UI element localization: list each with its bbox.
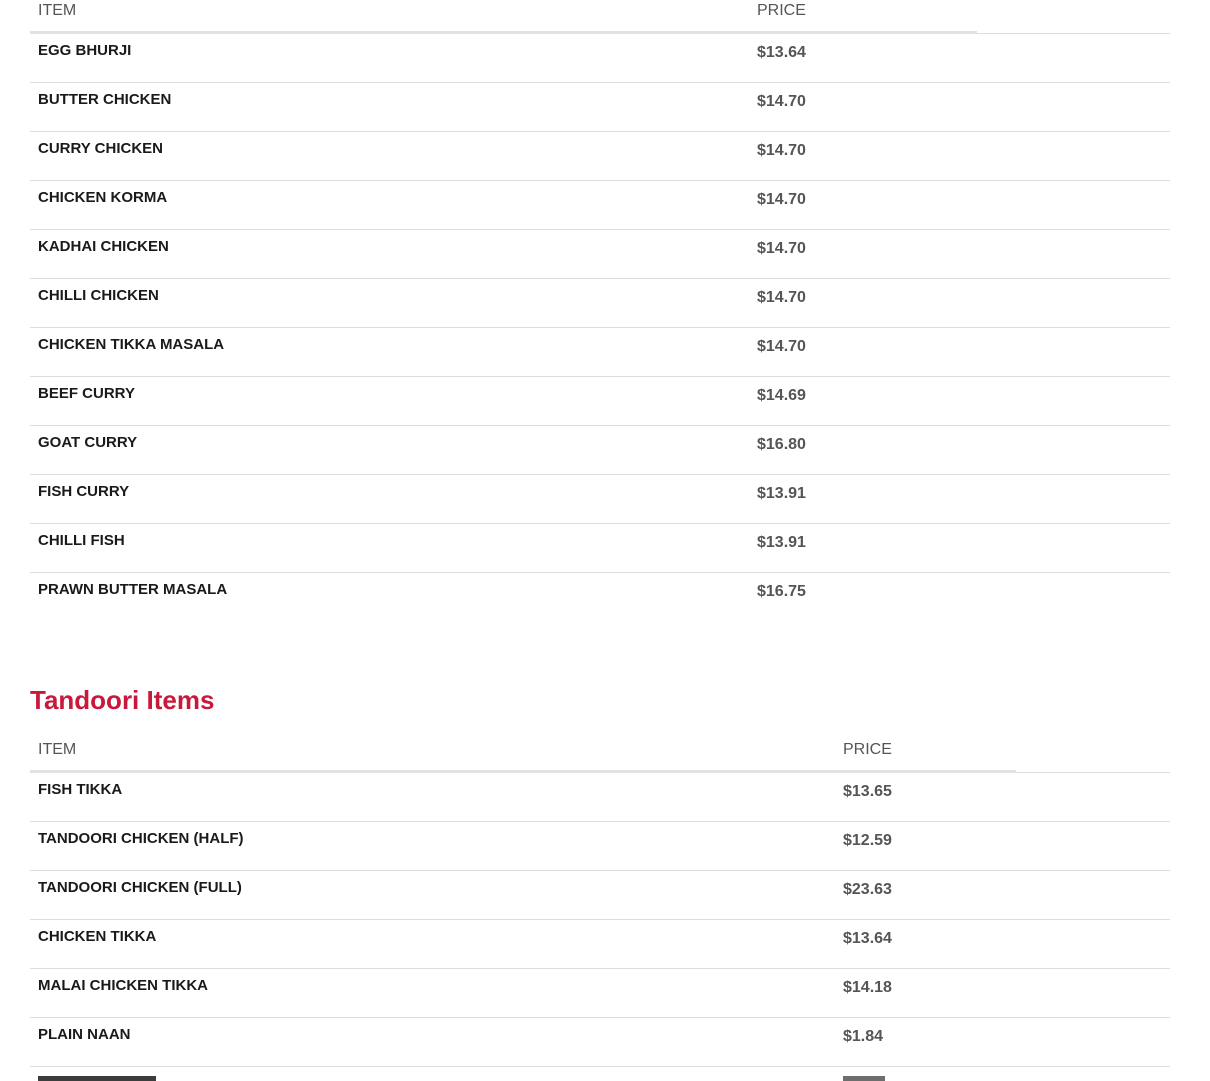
item-name: PLAIN NAAN <box>38 1026 131 1043</box>
price-cell <box>749 230 1170 279</box>
price-cell <box>835 773 1170 822</box>
price-cell <box>749 475 1170 524</box>
price-cell <box>749 573 1170 622</box>
header-underline <box>30 31 749 34</box>
item-price: $14.70 <box>757 191 806 208</box>
column-header-item-label: ITEM <box>38 741 77 758</box>
table-row <box>30 969 1170 1018</box>
item-price: $14.70 <box>757 142 806 159</box>
item-cell <box>30 328 749 377</box>
table-header-row <box>30 739 1170 773</box>
item-price: $13.64 <box>843 930 892 947</box>
price-cell <box>749 328 1170 377</box>
column-header-item <box>30 739 835 773</box>
item-name: GOAT CURRY <box>38 434 138 451</box>
item-price: $14.70 <box>757 338 806 355</box>
item-price: $1.84 <box>843 1028 884 1045</box>
item-cell <box>30 181 749 230</box>
table-row <box>30 426 1170 475</box>
column-header-item-label: ITEM <box>38 2 77 19</box>
item-cell <box>30 920 835 969</box>
curry-menu-section <box>30 0 1170 621</box>
table-row <box>30 34 1170 83</box>
table-row <box>30 822 1170 871</box>
price-cell <box>835 1018 1170 1067</box>
item-cell <box>30 822 835 871</box>
item-name: FISH TIKKA <box>38 781 123 798</box>
item-cell <box>30 475 749 524</box>
table-row <box>30 279 1170 328</box>
table-row-partial <box>30 1071 1170 1081</box>
table-row <box>30 83 1170 132</box>
table-row <box>30 328 1170 377</box>
price-cell <box>749 524 1170 573</box>
item-price: $14.70 <box>757 93 806 110</box>
item-name: CHILLI CHICKEN <box>38 287 159 304</box>
item-name: FISH CURRY <box>38 483 130 500</box>
table-row <box>30 920 1170 969</box>
item-cell <box>30 377 749 426</box>
table-row <box>30 524 1170 573</box>
price-cell <box>749 377 1170 426</box>
column-header-item <box>30 0 749 34</box>
item-cell <box>30 773 835 822</box>
item-name: CHICKEN TIKKA <box>38 928 157 945</box>
tandoori-menu-table <box>30 739 1170 1067</box>
column-header-price <box>835 739 1170 773</box>
price-cell <box>835 822 1170 871</box>
item-name-cut-off <box>38 1076 156 1081</box>
item-cell <box>30 969 835 1018</box>
table-row <box>30 1018 1170 1067</box>
price-cell <box>749 83 1170 132</box>
item-cell <box>30 871 835 920</box>
item-price: $14.69 <box>757 387 806 404</box>
table-row <box>30 573 1170 622</box>
price-cell <box>835 871 1170 920</box>
header-underline <box>835 770 1016 773</box>
table-row <box>30 871 1170 920</box>
table-row <box>30 773 1170 822</box>
item-price: $12.59 <box>843 832 892 849</box>
item-cell <box>30 83 749 132</box>
item-price: $14.70 <box>757 289 806 306</box>
price-cell <box>835 920 1170 969</box>
item-cell <box>30 132 749 181</box>
price-cell <box>835 969 1170 1018</box>
item-price: $13.91 <box>757 534 806 551</box>
item-name: TANDOORI CHICKEN (FULL) <box>38 879 242 896</box>
price-cell <box>749 34 1170 83</box>
item-name: MALAI CHICKEN TIKKA <box>38 977 208 994</box>
item-name: CURRY CHICKEN <box>38 140 164 157</box>
curry-menu-table <box>30 0 1170 621</box>
item-name: TANDOORI CHICKEN (HALF) <box>38 830 244 847</box>
section-title-tandoori: Tandoori Items <box>30 685 215 715</box>
column-header-price-label: PRICE <box>843 741 892 758</box>
item-name: PRAWN BUTTER MASALA <box>38 581 228 598</box>
table-row <box>30 132 1170 181</box>
column-header-price-label: PRICE <box>757 2 806 19</box>
item-cell <box>30 1018 835 1067</box>
table-row <box>30 377 1170 426</box>
item-price: $13.91 <box>757 485 806 502</box>
item-name: BEEF CURRY <box>38 385 135 402</box>
item-price-cut-off <box>843 1076 885 1081</box>
item-name: CHICKEN TIKKA MASALA <box>38 336 225 353</box>
table-row <box>30 475 1170 524</box>
item-price: $14.70 <box>757 240 806 257</box>
item-cell <box>30 573 749 622</box>
item-name: CHILLI FISH <box>38 532 125 549</box>
table-row <box>30 181 1170 230</box>
item-name: CHICKEN KORMA <box>38 189 168 206</box>
price-cell <box>749 181 1170 230</box>
column-header-price <box>749 0 1170 34</box>
tandoori-menu-section <box>30 739 1170 1067</box>
item-name: BUTTER CHICKEN <box>38 91 172 108</box>
item-price: $23.63 <box>843 881 892 898</box>
table-row <box>30 230 1170 279</box>
item-price: $16.75 <box>757 583 806 600</box>
item-name: KADHAI CHICKEN <box>38 238 169 255</box>
header-underline <box>30 770 835 773</box>
item-cell <box>30 230 749 279</box>
table-header-row <box>30 0 1170 34</box>
price-cell <box>749 279 1170 328</box>
item-cell <box>30 524 749 573</box>
header-underline <box>749 31 977 34</box>
item-cell <box>30 426 749 475</box>
item-price: $13.65 <box>843 783 892 800</box>
price-cell <box>749 132 1170 181</box>
item-price: $13.64 <box>757 44 806 61</box>
item-name: EGG BHURJI <box>38 42 132 59</box>
price-cell <box>749 426 1170 475</box>
item-cell <box>30 279 749 328</box>
item-price: $14.18 <box>843 979 892 996</box>
item-cell <box>30 34 749 83</box>
item-price: $16.80 <box>757 436 806 453</box>
